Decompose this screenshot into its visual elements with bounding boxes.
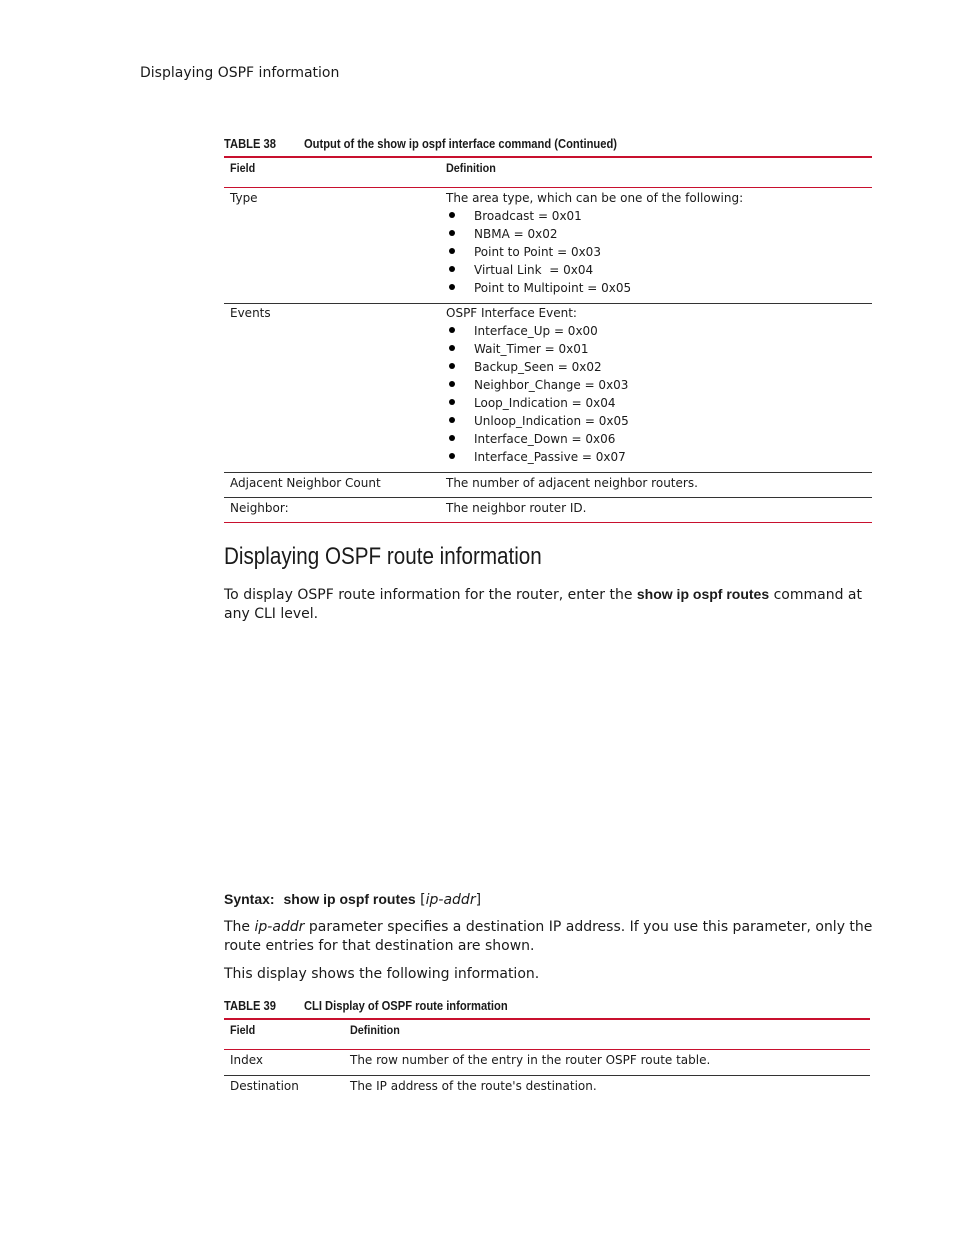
intro-paragraph (224, 585, 874, 624)
running-header: Displaying OSPF information (140, 65, 340, 81)
table39-top-rule (224, 1018, 870, 1020)
list-item: Interface_Down = 0x06 (446, 430, 866, 448)
list-item: Wait_Timer = 0x01 (446, 340, 866, 358)
table38-col-definition: Definition (446, 161, 496, 175)
table39-caption (224, 998, 508, 1013)
table38-number: TABLE 38 (224, 136, 276, 151)
table38-row-type-field: Type (230, 191, 258, 205)
intro-post: command at any CLI level. (224, 587, 862, 622)
list-item: Loop_Indication = 0x04 (446, 394, 866, 412)
list-item: NBMA = 0x02 (446, 225, 866, 243)
table38-row-adjacent-definition: The number of adjacent neighbor routers. (446, 476, 698, 490)
syntax-command: show ip ospf routes (283, 891, 416, 907)
table39-col-field: Field (230, 1023, 256, 1037)
table38-row-type-definition (446, 189, 866, 297)
param-post: parameter specifies a destination IP address. If you use this parameter, only the route entries for that destination are shown. (224, 919, 873, 954)
table39-row-destination-definition: The IP address of the route's destination. (350, 1079, 597, 1093)
table39-row-index-field: Index (230, 1053, 264, 1067)
table38-title-pre: Output of the (303, 136, 375, 151)
table38-row-type-text: The area type, which can be one of the following: (446, 191, 744, 205)
table38-row-events-field: Events (230, 306, 271, 320)
table38-row-events-text: OSPF Interface Event: (446, 306, 577, 320)
table39-row-destination-field: Destination (230, 1079, 299, 1093)
table39-header-rule (224, 1049, 870, 1050)
syntax-close-bracket: ] (475, 892, 482, 908)
syntax-open-bracket: [ (420, 892, 426, 908)
display-note: This display shows the following information. (224, 966, 540, 982)
list-item: Unloop_Indication = 0x05 (446, 412, 866, 430)
table39-number: TABLE 39 (224, 998, 276, 1013)
table39-col-definition: Definition (350, 1023, 400, 1037)
table38-row-type-list (446, 207, 866, 297)
table38-caption (224, 136, 617, 151)
table38-header-rule (224, 187, 872, 188)
param-name: ip-addr (254, 919, 305, 935)
param-pre: The (224, 919, 251, 935)
list-item: Interface_Up = 0x00 (446, 322, 866, 340)
table39-row-index-definition: The row number of the entry in the router OSPF route table. (350, 1053, 711, 1067)
syntax-label: Syntax: (224, 891, 275, 907)
syntax-param: ip-addr (425, 892, 476, 908)
table39-row-divider (224, 1075, 870, 1076)
table38-title-cmd: show ip ospf interface (377, 136, 496, 151)
table38-row-divider (224, 497, 872, 498)
table38-col-field: Field (230, 161, 256, 175)
table38-top-rule (224, 156, 872, 158)
list-item: Interface_Passive = 0x07 (446, 448, 866, 466)
table38-row-events-list (446, 322, 866, 466)
table38-row-events-definition (446, 304, 866, 466)
list-item: Neighbor_Change = 0x03 (446, 376, 866, 394)
table38-bottom-rule (224, 522, 872, 523)
intro-command: show ip ospf routes (636, 586, 770, 602)
section-heading: Displaying OSPF route information (224, 543, 542, 570)
table38-row-adjacent-field: Adjacent Neighbor Count (230, 476, 381, 490)
syntax-line (224, 891, 481, 908)
list-item: Backup_Seen = 0x02 (446, 358, 866, 376)
table38-row-neighbor-field: Neighbor: (230, 501, 289, 515)
list-item: Virtual Link = 0x04 (446, 261, 866, 279)
table39-title: CLI Display of OSPF route information (303, 998, 508, 1013)
list-item: Broadcast = 0x01 (446, 207, 866, 225)
table38-title-post: command (Continued) (498, 136, 618, 151)
param-paragraph (224, 918, 874, 956)
table38-row-neighbor-definition: The neighbor router ID. (446, 501, 587, 515)
table38-row-divider (224, 472, 872, 473)
list-item: Point to Multipoint = 0x05 (446, 279, 866, 297)
list-item: Point to Point = 0x03 (446, 243, 866, 261)
intro-pre: To display OSPF route information for the router, enter the (224, 587, 633, 603)
